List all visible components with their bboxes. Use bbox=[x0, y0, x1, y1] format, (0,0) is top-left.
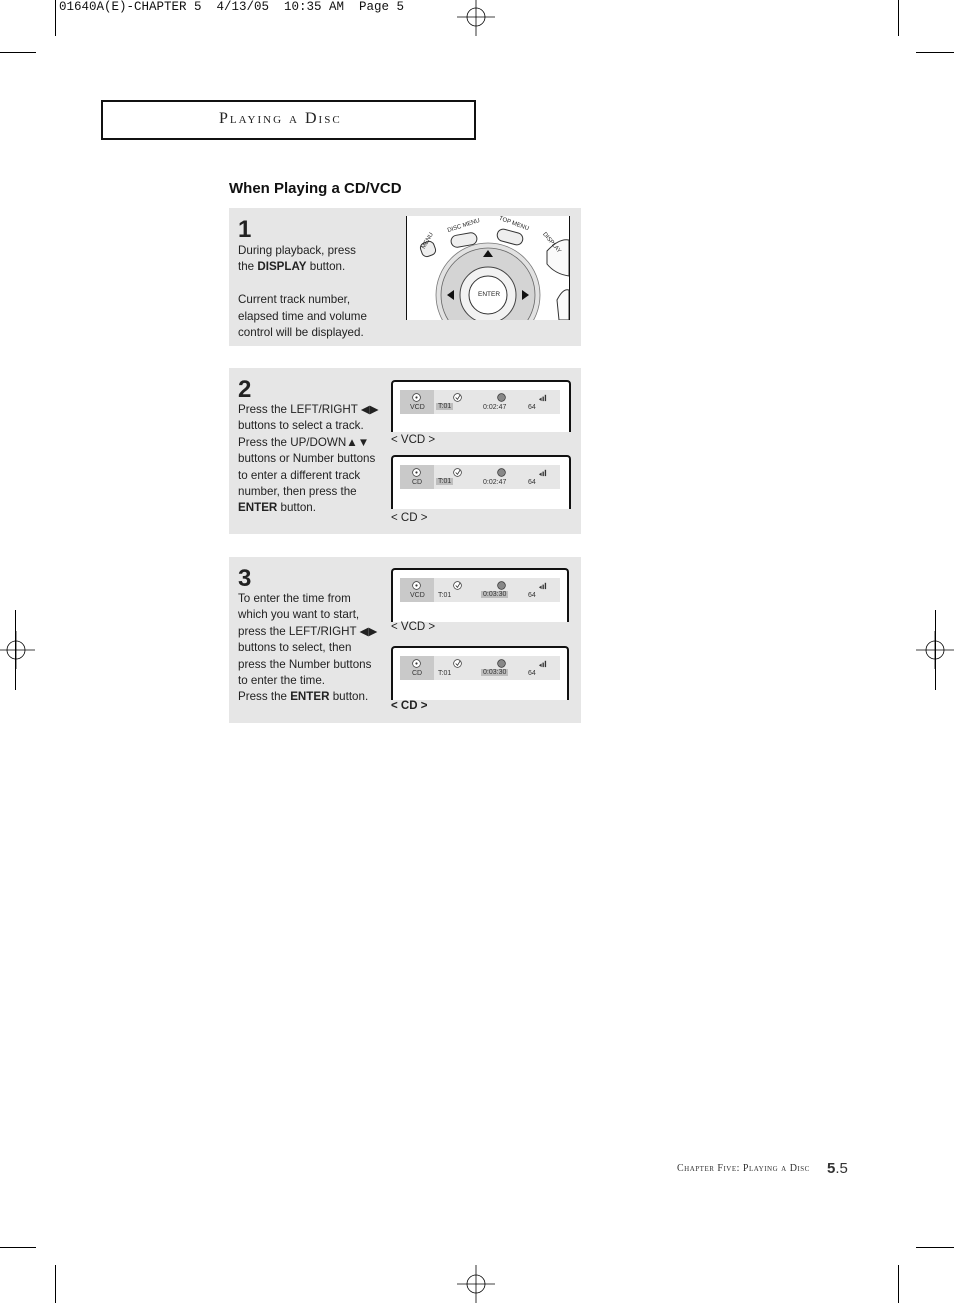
volume-icon bbox=[538, 581, 547, 590]
track-icon bbox=[453, 659, 462, 668]
osd-track: T:01 bbox=[438, 592, 452, 599]
step-3-panel bbox=[229, 557, 581, 723]
page-number-minor: .5 bbox=[835, 1160, 848, 1177]
volume-icon bbox=[538, 468, 547, 477]
footer-chapter: Chapter Five: Playing a Disc bbox=[677, 1163, 810, 1174]
osd-screen-cd bbox=[391, 646, 569, 700]
section-title-box bbox=[101, 100, 476, 140]
page-heading: When Playing a CD/VCD bbox=[229, 180, 402, 197]
side-rule-left bbox=[15, 610, 16, 690]
step-1-panel bbox=[229, 208, 581, 346]
page-number bbox=[827, 1160, 848, 1177]
osd-bar bbox=[400, 390, 560, 414]
osd-time: 0:02:47 bbox=[483, 479, 507, 486]
step-1-text: During playback, press the DISPLAY button. Current track number, elapsed time and volume control will be displayed. bbox=[238, 244, 367, 340]
track-icon bbox=[453, 468, 462, 477]
step-2-text: Press the LEFT/RIGHT ◀▶ buttons to select a track. Press the UP/DOWN▲▼ buttons or Number buttons to enter a different track number, then press the ENTER button. bbox=[238, 403, 379, 515]
step-3-text: To enter the time from which you want to start, press the LEFT/RIGHT ◀▶ buttons to select, then press the Number buttons to enter the time. Press the ENTER button. bbox=[238, 592, 378, 704]
screen-caption-cd: < CD > bbox=[391, 700, 428, 712]
track-icon bbox=[453, 581, 462, 590]
osd-screen-cd bbox=[391, 455, 571, 509]
step-number: 3 bbox=[238, 565, 252, 592]
osd-disc-type: VCD bbox=[410, 404, 425, 411]
screen-caption-vcd: < VCD > bbox=[391, 621, 436, 633]
osd-track: T:01 bbox=[438, 478, 452, 485]
registration-mark-top bbox=[457, 0, 495, 36]
time-icon bbox=[497, 393, 506, 402]
osd-volume: 64 bbox=[528, 479, 536, 486]
section-title: Playing a Disc bbox=[219, 110, 342, 127]
step-number: 1 bbox=[238, 216, 252, 243]
print-slug: 01640A(E)-CHAPTER 5 4/13/05 10:35 AM Page 5 bbox=[59, 0, 405, 14]
disc-menu-label: DISC MENU bbox=[446, 217, 481, 235]
display-label: DISPLAY bbox=[541, 231, 562, 255]
disc-icon bbox=[412, 468, 421, 477]
step-2-panel bbox=[229, 368, 581, 534]
osd-time: 0:03:30 bbox=[483, 591, 507, 598]
screen-caption-vcd: < VCD > bbox=[391, 434, 436, 446]
menu-label: MENU bbox=[420, 231, 435, 251]
osd-track: T:01 bbox=[438, 670, 452, 677]
volume-icon bbox=[538, 659, 547, 668]
screen-caption-cd: < CD > bbox=[391, 512, 428, 524]
osd-volume: 64 bbox=[528, 670, 536, 677]
osd-screen-vcd bbox=[391, 380, 571, 432]
osd-bar bbox=[400, 656, 560, 680]
osd-time: 0:03:30 bbox=[483, 669, 507, 676]
volume-icon bbox=[538, 393, 547, 402]
side-rule-right bbox=[935, 610, 936, 690]
time-icon bbox=[497, 581, 506, 590]
enter-label: ENTER bbox=[478, 291, 501, 298]
osd-track: T:01 bbox=[438, 403, 452, 410]
osd-volume: 64 bbox=[528, 592, 536, 599]
osd-volume: 64 bbox=[528, 404, 536, 411]
time-icon bbox=[497, 468, 506, 477]
track-icon bbox=[453, 393, 462, 402]
top-menu-label: TOP MENU bbox=[497, 216, 530, 233]
disc-icon bbox=[412, 659, 421, 668]
osd-time: 0:02:47 bbox=[483, 404, 507, 411]
time-icon bbox=[497, 659, 506, 668]
disc-icon bbox=[412, 393, 421, 402]
registration-mark-left bbox=[0, 631, 35, 669]
page-number-major: 5 bbox=[827, 1160, 836, 1177]
registration-mark-bottom bbox=[457, 1265, 495, 1303]
osd-screen-vcd bbox=[391, 568, 569, 622]
remote-illustration bbox=[406, 216, 570, 320]
disc-icon bbox=[412, 581, 421, 590]
osd-disc-type: CD bbox=[412, 479, 423, 486]
osd-disc-type: VCD bbox=[410, 592, 425, 599]
osd-disc-type: CD bbox=[412, 670, 423, 677]
step-number: 2 bbox=[238, 376, 252, 403]
osd-bar bbox=[400, 578, 560, 602]
osd-bar bbox=[400, 465, 560, 489]
